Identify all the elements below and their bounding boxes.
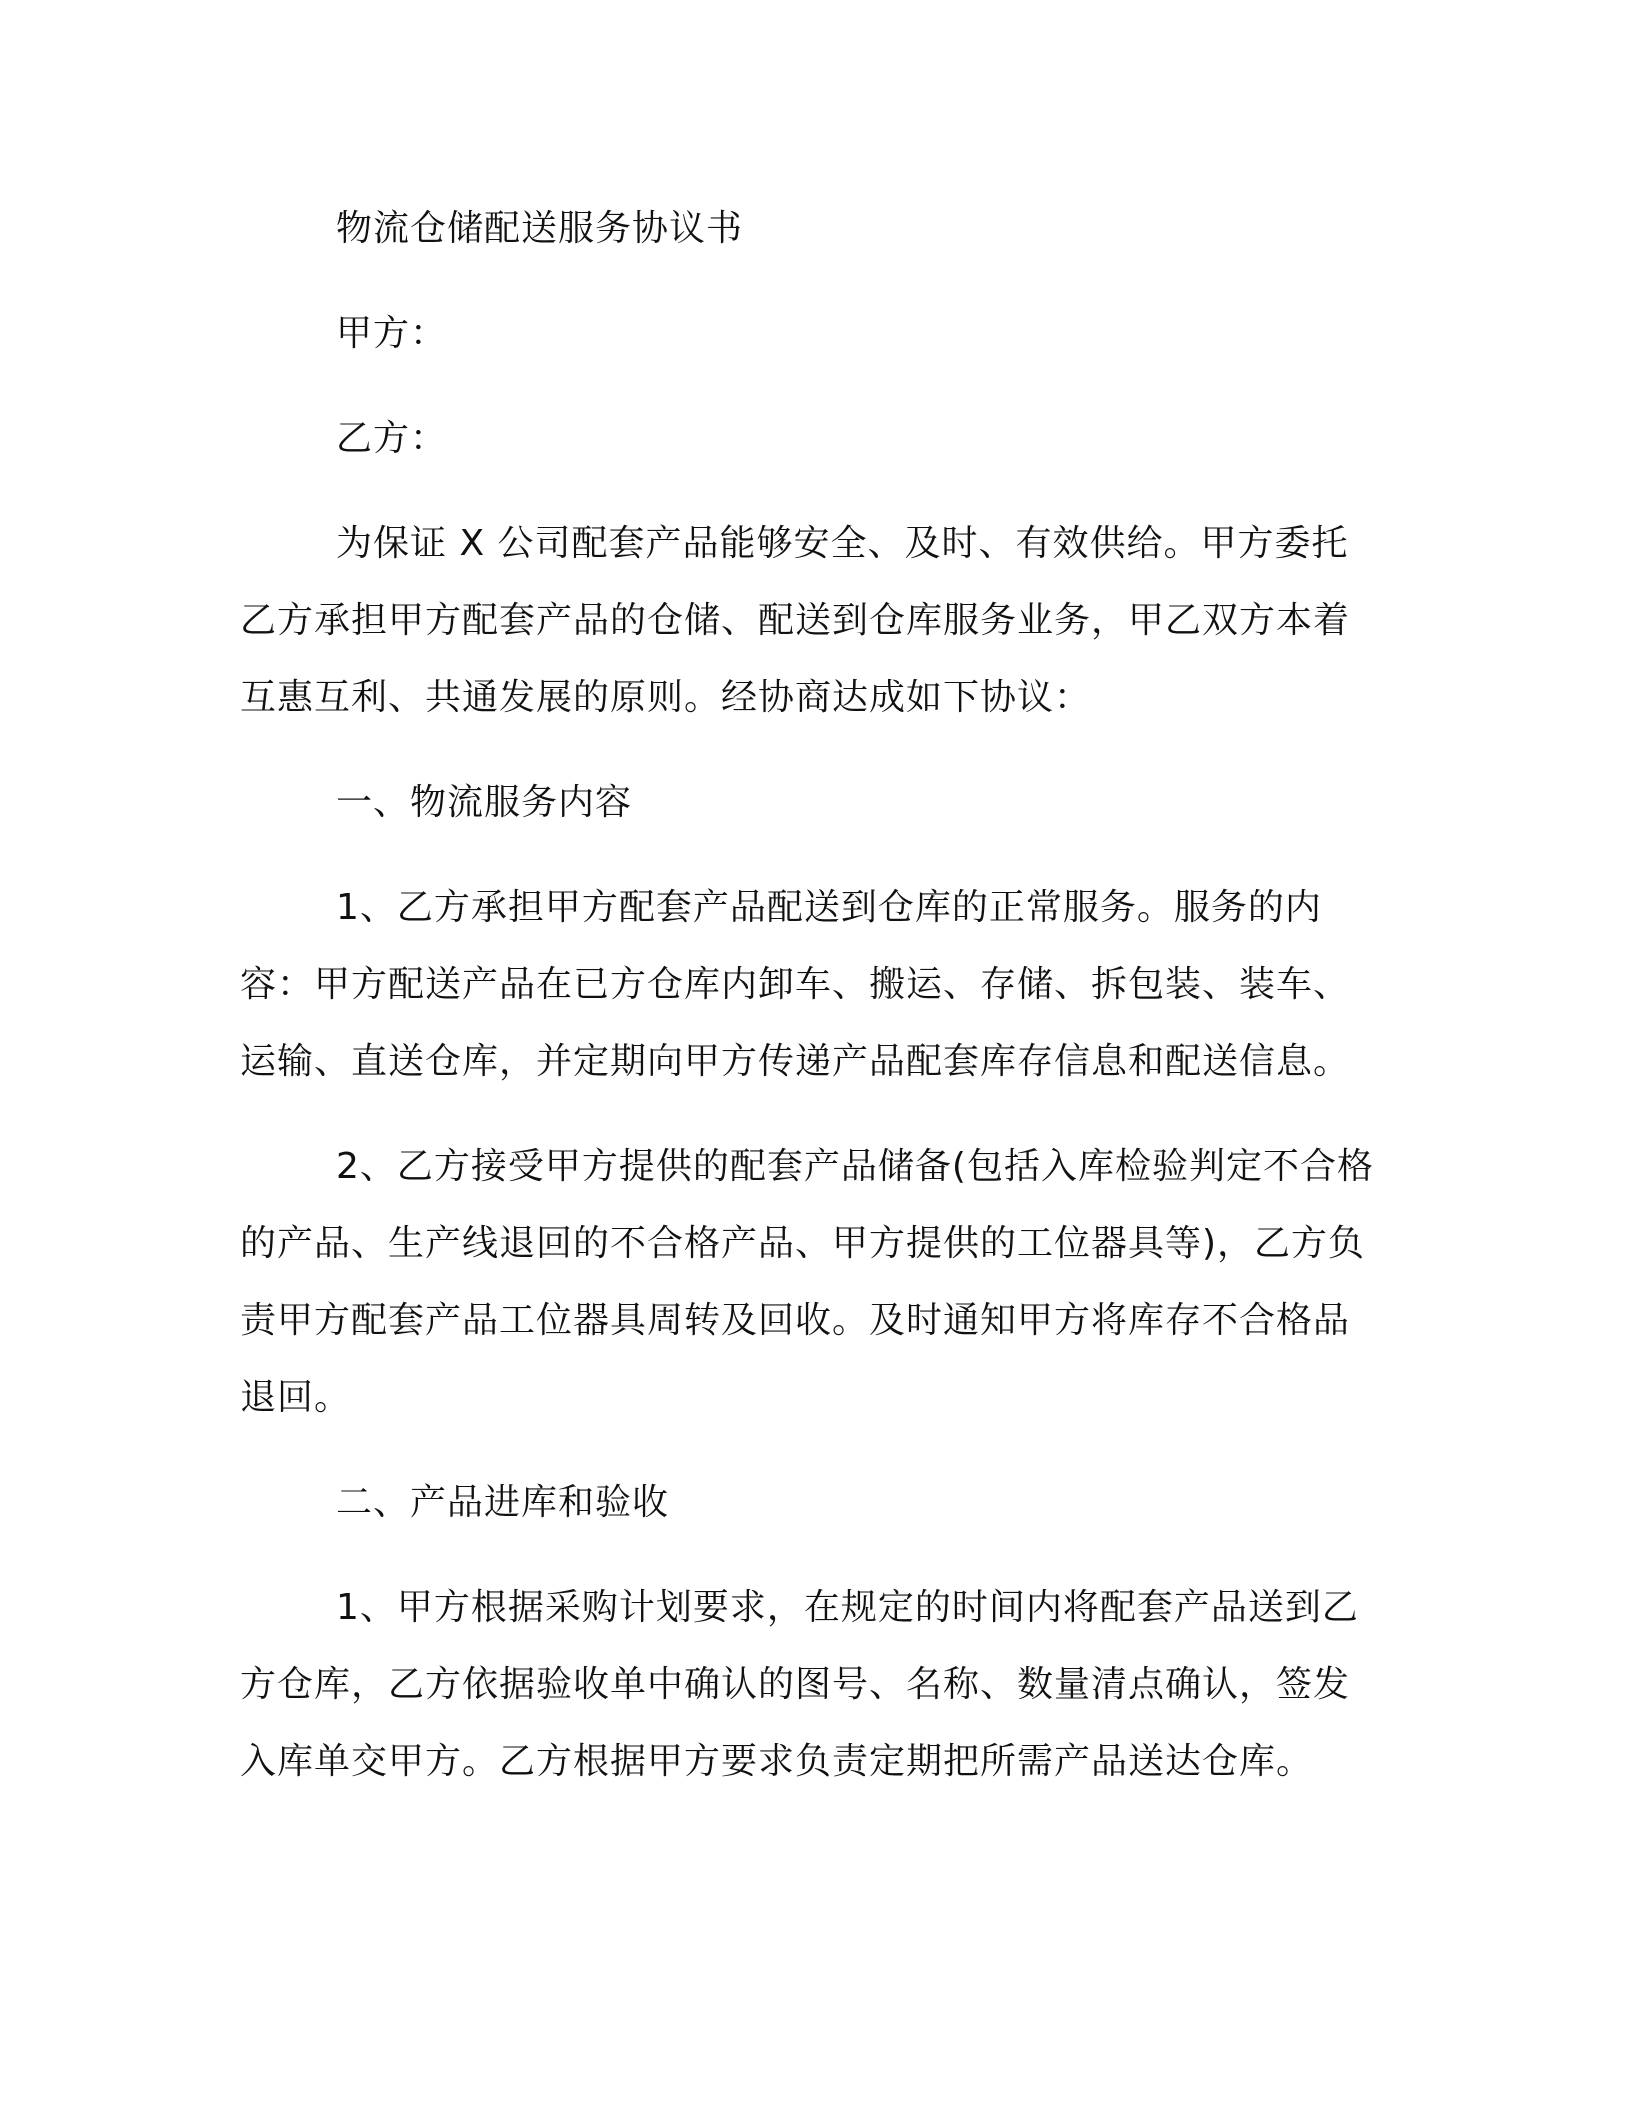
party-a-label: 甲方：	[336, 313, 448, 354]
section-1-item-2: 2、乙方接受甲方提供的配套产品储备(包括入库检验判定不合格的产品、生产线退回的不合格产品、甲方提供的工位器具等)，乙方负责甲方配套产品工位器具周转及回收。及时通知甲方将库存不合格品退回。	[240, 1146, 1374, 1418]
intro-paragraph: 为保证 X 公司配套产品能够安全、及时、有效供给。甲方委托乙方承担甲方配套产品的仓储、配送到仓库服务业务，甲乙双方本着互惠互利、共通发展的原则。经协商达成如下协议：	[240, 523, 1351, 718]
section-1-heading: 一、物流服务内容	[336, 782, 633, 823]
party-b-label: 乙方：	[336, 418, 448, 459]
section-2-item-1: 1、甲方根据采购计划要求，在规定的时间内将配套产品送到乙方仓库，乙方依据验收单中确认的图号、名称、数量清点确认，签发入库单交甲方。乙方根据甲方要求负责定期把所需产品送达仓库。	[240, 1587, 1359, 1782]
document-body	[240, 190, 1380, 1828]
section-2-heading: 二、产品进库和验收	[336, 1482, 670, 1523]
section-1-item-1: 1、乙方承担甲方配套产品配送到仓库的正常服务。服务的内容：甲方配送产品在已方仓库内卸车、搬运、存储、拆包装、装车、运输、直送仓库，并定期向甲方传递产品配套库存信息和配送信息。	[240, 887, 1351, 1082]
document-title: 物流仓储配送服务协议书	[336, 208, 744, 249]
